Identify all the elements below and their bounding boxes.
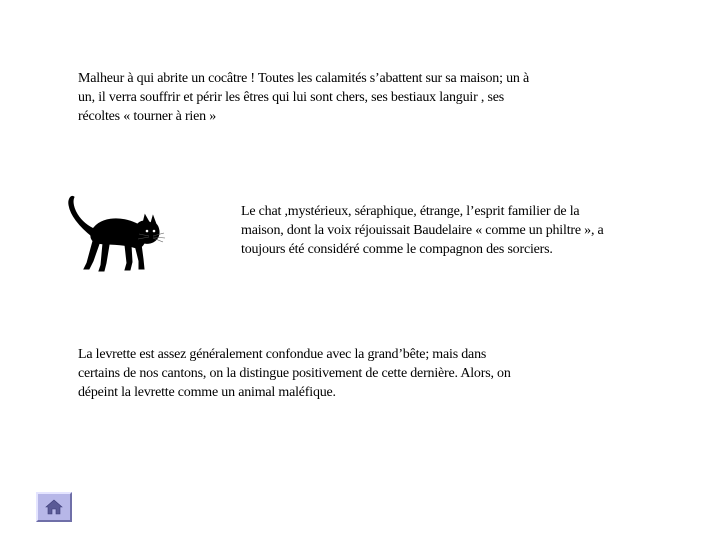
paragraph-line: certains de nos cantons, on la distingue positivement de cette dernière. Alors, on: [78, 366, 511, 381]
paragraph-line: toujours été considéré comme le compagnon des sorciers.: [241, 242, 553, 257]
paragraph-line: dépeint la levrette comme un animal maléfique.: [78, 385, 336, 400]
paragraph-line: un, il verra souffrir et périr les êtres qui lui sont chers, ses bestiaux languir , ses: [78, 90, 504, 105]
paragraph-line: maison, dont la voix réjouissait Baudelaire « comme un philtre », a: [241, 223, 604, 238]
home-button[interactable]: [36, 492, 72, 522]
paragraph-line: récoltes « tourner à rien »: [78, 109, 217, 124]
paragraph-line: Le chat ,mystérieux, séraphique, étrange, l’esprit familier de la: [241, 204, 580, 219]
paragraph-line: La levrette est assez généralement confondue avec la grand’bête; mais dans: [78, 347, 487, 362]
paragraph-line: Malheur à qui abrite un cocâtre ! Toutes les calamités s’abattent sur sa maison; un à: [78, 71, 529, 86]
black-cat-icon: [63, 187, 167, 277]
home-icon: [45, 499, 63, 515]
paragraph-chat: [241, 202, 604, 259]
paragraph-levrette: [78, 345, 511, 402]
paragraph-cocatre: [78, 69, 529, 126]
